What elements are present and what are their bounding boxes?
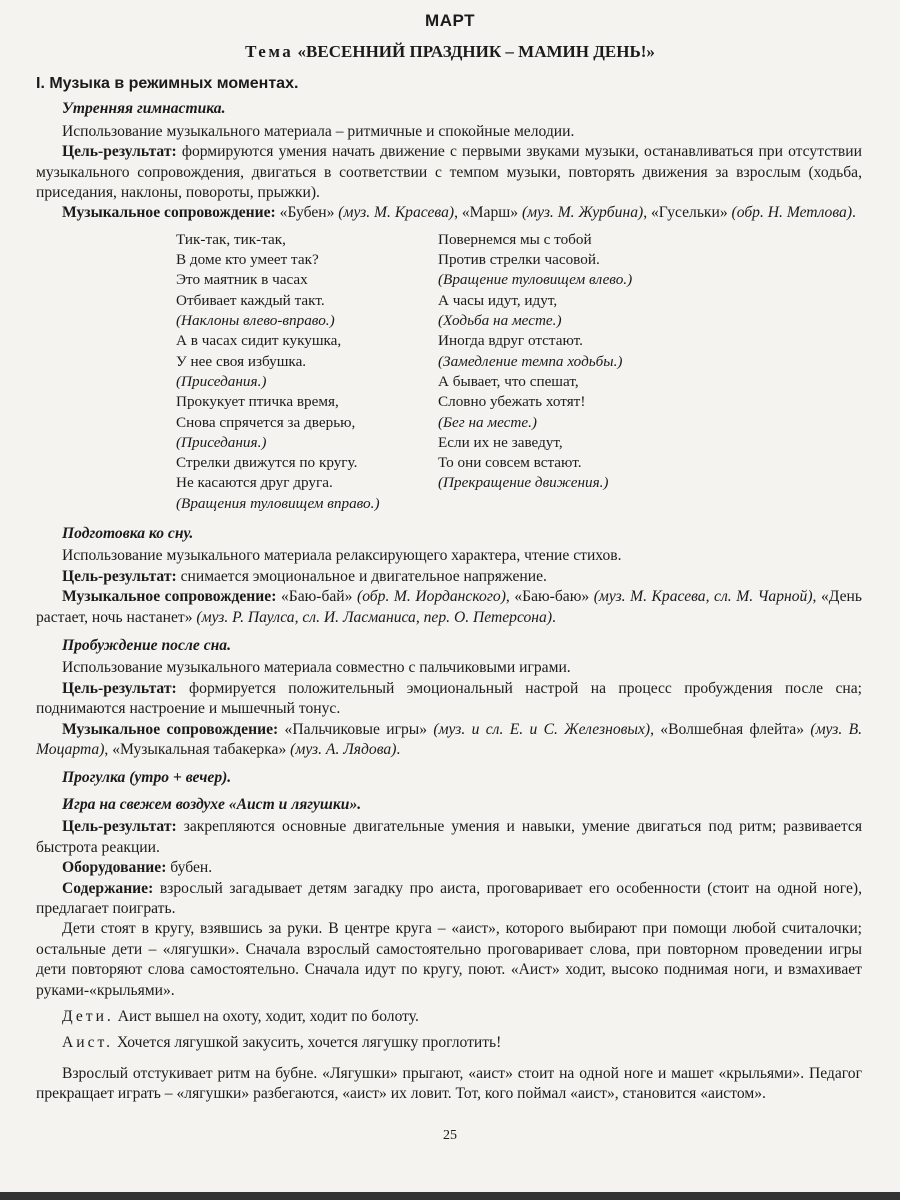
wake-music-end: .: [396, 741, 401, 759]
wake-goal-label: Цель-результат:: [62, 679, 177, 697]
page-body: [36, 74, 862, 1105]
walk-equipment: [36, 858, 862, 878]
poem-right-line: (Замедление темпа ходьбы.): [438, 352, 623, 370]
gym-music-1: «Бубен»: [275, 204, 339, 222]
walk-paragraph-2: Взрослый отстукивает ритм на бубне. «Лягушки» прыгают, «аист» стоит на одной ноге и машет «крыльями». Педагог прекращает играть – «лягушки» разбегаются, «аист» их ловит. Тот, кого поймал «аист», становится «аистом».: [36, 1064, 862, 1103]
dialog-stork-text: Хочется лягушкой закусить, хочется лягушку проглотить!: [113, 1034, 502, 1052]
sleep-music-end: .: [552, 608, 556, 626]
dialog-kids-label: Дети.: [62, 1007, 114, 1025]
sleep-music-1: «Баю-бай»: [276, 588, 358, 606]
walk-goal: [36, 817, 862, 858]
wake-music-3-author: (муз. А. Лядова): [290, 741, 397, 759]
poem-right-line: Против стрелки часовой.: [438, 251, 600, 269]
dialog-kids-text: Аист вышел на охоту, ходит, ходит по болоту.: [113, 1007, 419, 1025]
poem-left-column: [176, 230, 438, 514]
wake-music: [36, 720, 862, 761]
walk-content-label: Содержание:: [62, 879, 154, 897]
poem-left-line: (Наклоны влево-вправо.): [176, 312, 335, 330]
sleep-music-3-author: (муз. Р. Паулса, сл. И. Ласманиса, пер. О. Петерсона): [196, 608, 553, 626]
poem-right-line: То они совсем встают.: [438, 454, 582, 472]
poem-left-line: Прокукует птичка время,: [176, 393, 339, 411]
poem-left-line: Отбивает каждый такт.: [176, 291, 325, 309]
walk-equipment-label: Оборудование:: [62, 859, 167, 877]
gym-music-3-author: (обр. Н. Метлова): [731, 204, 853, 222]
sleep-music-3: , «День растает, ночь настанет»: [36, 588, 862, 626]
poem-right-line: Иногда вдруг отстают.: [438, 332, 583, 350]
sleep-music-1-author: (обр. М. Иорданского): [357, 588, 506, 606]
wake-music-1: «Пальчиковые игры»: [278, 720, 434, 738]
poem-right-line: (Прекращение движения.): [438, 474, 609, 492]
page-bottom-edge: [0, 1192, 900, 1200]
poem-right-line: Словно убежать хотят!: [438, 393, 586, 411]
theme-title: «ВЕСЕННИЙ ПРАЗДНИК – МАМИН ДЕНЬ!»: [297, 42, 655, 61]
wake-music-1-author: (муз. и сл. Е. и С. Железновых): [433, 720, 651, 738]
poem-left-line: (Вращения туловищем вправо.): [176, 494, 380, 512]
theme-label: Тема: [245, 42, 294, 61]
sleep-goal-label: Цель-результат:: [62, 567, 177, 585]
gym-music-1-author: (муз. М. Красева): [338, 204, 455, 222]
sleep-goal-text: снимается эмоциональное и двигательное напряжение.: [176, 567, 547, 585]
walk-content: [36, 879, 862, 920]
walk-content-text: взрослый загадывает детям загадку про аиста, проговаривает его особенности (стоит на одной ноге), предлагает поиграть.: [36, 879, 862, 917]
poem-left-line: (Приседания.): [176, 372, 267, 390]
wake-goal: [36, 679, 862, 720]
poem-right-line: (Вращение туловищем влево.): [438, 271, 633, 289]
walk-paragraph-1: Дети стоят в кругу, взявшись за руки. В центре круга – «аист», которого выбирают при помощи любой считалочки; остальные дети – «лягушки». Сначала взрослый самостоятельно проговаривает слова, при повторном проведении игры дети повторяют слова самостоятельно. Сначала идут по кругу, поют. «Аист» ходит, высоко поднимая ноги, и взмахивает руками-«крыльями».: [36, 920, 862, 999]
wake-title: Пробуждение после сна.: [62, 637, 231, 655]
dialog-kids: [36, 1007, 862, 1027]
poem-left-line: Стрелки движутся по кругу.: [176, 454, 358, 472]
walk-goal-text: закрепляются основные двигательные умения и навыки, умение двигаться под ритм; развивается быстрота реакции.: [36, 818, 862, 856]
poem-right-column: [438, 230, 700, 514]
theme-heading: [0, 42, 900, 62]
sleep-use: Использование музыкального материала релаксирующего характера, чтение стихов.: [62, 547, 622, 565]
gym-goal-text: формируются умения начать движение с первыми звуками музыки, останавливаться при отсутствии музыкального сопровождения, двигаться в соответствии с темпом музыки, повторять движения за взрослым (ходьба, приседания, наклоны, повороты, прыжки).: [36, 143, 862, 202]
dialog-stork: [36, 1033, 862, 1053]
sleep-title: Подготовка ко сну.: [62, 525, 194, 542]
sleep-goal: [36, 567, 862, 587]
poem-left-line: (Приседания.): [176, 433, 267, 451]
gym-music-3: , «Гусельки»: [643, 204, 732, 222]
wake-music-label: Музыкальное сопровождение:: [62, 720, 279, 738]
poem: [176, 230, 862, 514]
poem-right-line: А бывает, что спешат,: [438, 372, 579, 390]
game-title: Игра на свежем воздухе «Аист и лягушки».: [62, 795, 362, 813]
wake-music-3: , «Музыкальная табакерка»: [104, 741, 291, 759]
sleep-music-2: , «Баю-баю»: [505, 588, 594, 606]
sleep-music-2-author: (муз. М. Красева, сл. М. Чарной): [593, 588, 813, 606]
wake-goal-text: формируется положительный эмоциональный настрой на процесс пробуждения после сна; поднимаются настроение и мышечный тонус.: [36, 679, 862, 718]
section-title: I. Музыка в режимных моментах.: [36, 75, 299, 92]
gym-music-2: , «Марш»: [454, 204, 522, 222]
month-heading: МАРТ: [425, 11, 475, 30]
sleep-music: [36, 587, 862, 628]
poem-right-line: Если их не заведут,: [438, 433, 563, 451]
gym-music-label: Музыкальное сопровождение:: [62, 204, 276, 222]
walk-equipment-text: бубен.: [166, 859, 213, 877]
gym-use: Использование музыкального материала – ритмичные и спокойные мелодии.: [62, 122, 575, 140]
poem-right-line: А часы идут, идут,: [438, 291, 558, 309]
poem-right-line: (Бег на месте.): [438, 413, 537, 431]
page-number: 25: [443, 1128, 457, 1143]
gym-music-2-author: (муз. М. Журбина): [521, 204, 644, 222]
gym-goal: [36, 142, 862, 203]
poem-left-line: В доме кто умеет так?: [176, 251, 319, 269]
poem-left-line: У нее своя избушка.: [176, 352, 307, 370]
gym-goal-label: Цель-результат:: [62, 143, 177, 161]
gym-title: Утренняя гимнастика.: [62, 100, 226, 118]
dialog-stork-label: Аист.: [62, 1034, 114, 1052]
poem-left-line: Не касаются друг друга.: [176, 474, 333, 492]
gym-music: [36, 203, 862, 223]
walk-goal-label: Цель-результат:: [62, 818, 177, 836]
poem-left-line: Это маятник в часах: [176, 271, 308, 289]
poem-left-line: А в часах сидит кукушка,: [176, 332, 342, 350]
wake-music-2: , «Волшебная флейта»: [650, 720, 811, 738]
walk-title: Прогулка (утро + вечер).: [62, 769, 232, 787]
sleep-music-label: Музыкальное сопровождение:: [62, 588, 277, 606]
wake-use: Использование музыкального материала совместно с пальчиковыми играми.: [62, 659, 571, 677]
gym-music-end: .: [852, 204, 856, 222]
poem-left-line: Снова спрячется за дверью,: [176, 413, 356, 431]
wake-music-2-author: (муз. В. Моцарта): [36, 720, 862, 759]
poem-left-line: Тик-так, тик-так,: [176, 230, 286, 248]
poem-right-line: Повернемся мы с тобой: [438, 230, 592, 248]
poem-right-line: (Ходьба на месте.): [438, 312, 562, 330]
